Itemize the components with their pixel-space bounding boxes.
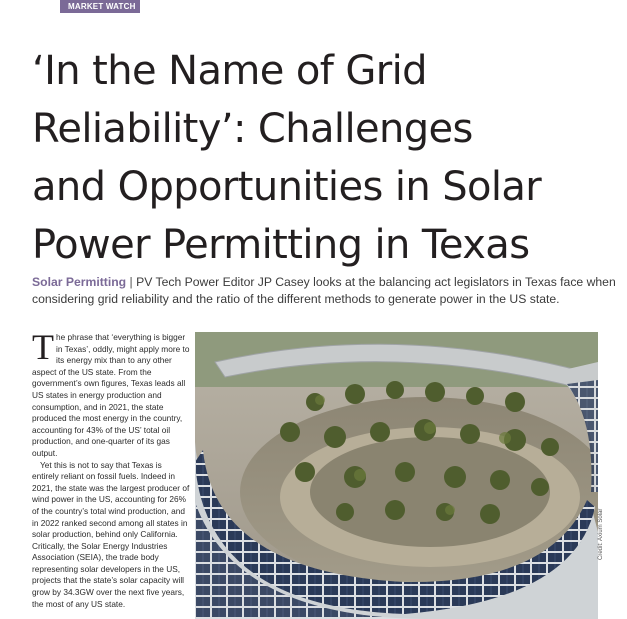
aerial-photo-illustration: [195, 332, 598, 619]
body-paragraph: Yet this is not to say that Texas is entirely reliant on fossil fuels. Indeed in 2021, the state was the largest producer of wind power in the US, accounting for 26% of the country’s total wind production, and in 2022 ranked second among all states in solar production, behind only California. Critically, the Solar Energy Industries Association (SEIA), the trade body representing solar developers in the US, projects that the state’s solar capacity will grow by 34.3GW over the next five years, the most of any US state.: [32, 459, 190, 609]
headline-line: Power Permitting in Texas: [32, 222, 530, 268]
photo-credit: Credit: Axium Solar: [598, 508, 604, 560]
standfirst: [32, 274, 617, 308]
headline-line: ‘In the Name of Grid: [32, 48, 427, 94]
standfirst-kicker: Solar Permitting: [32, 275, 127, 289]
standfirst-text: PV Tech Power Editor JP Casey looks at the balancing act legislators in Texas face when considering grid reliability and the ratio of the different methods to generate power in the US state.: [32, 275, 616, 306]
section-tag: MARKET WATCH: [60, 0, 140, 13]
body-paragraph-text: he phrase that ‘everything is bigger in Texas’, oddly, might apply more to its energy mix than to any other aspect of the US state. From the government’s own figures, Texas leads all US states in energy production and consumption, and in 2021, the state produced the most energy in the country, accounting for 43% of the US’ total oil production, and one-quarter of its gas output.: [32, 332, 190, 458]
headline-line: Reliability’: Challenges: [32, 106, 473, 152]
standfirst-separator: |: [129, 275, 133, 289]
solar-canopy-photo: [195, 332, 598, 619]
article-body: [32, 332, 190, 619]
headline: [32, 42, 612, 274]
body-paragraph: [32, 332, 190, 460]
drop-cap: T: [32, 332, 54, 367]
headline-line: and Opportunities in Solar: [32, 164, 542, 210]
